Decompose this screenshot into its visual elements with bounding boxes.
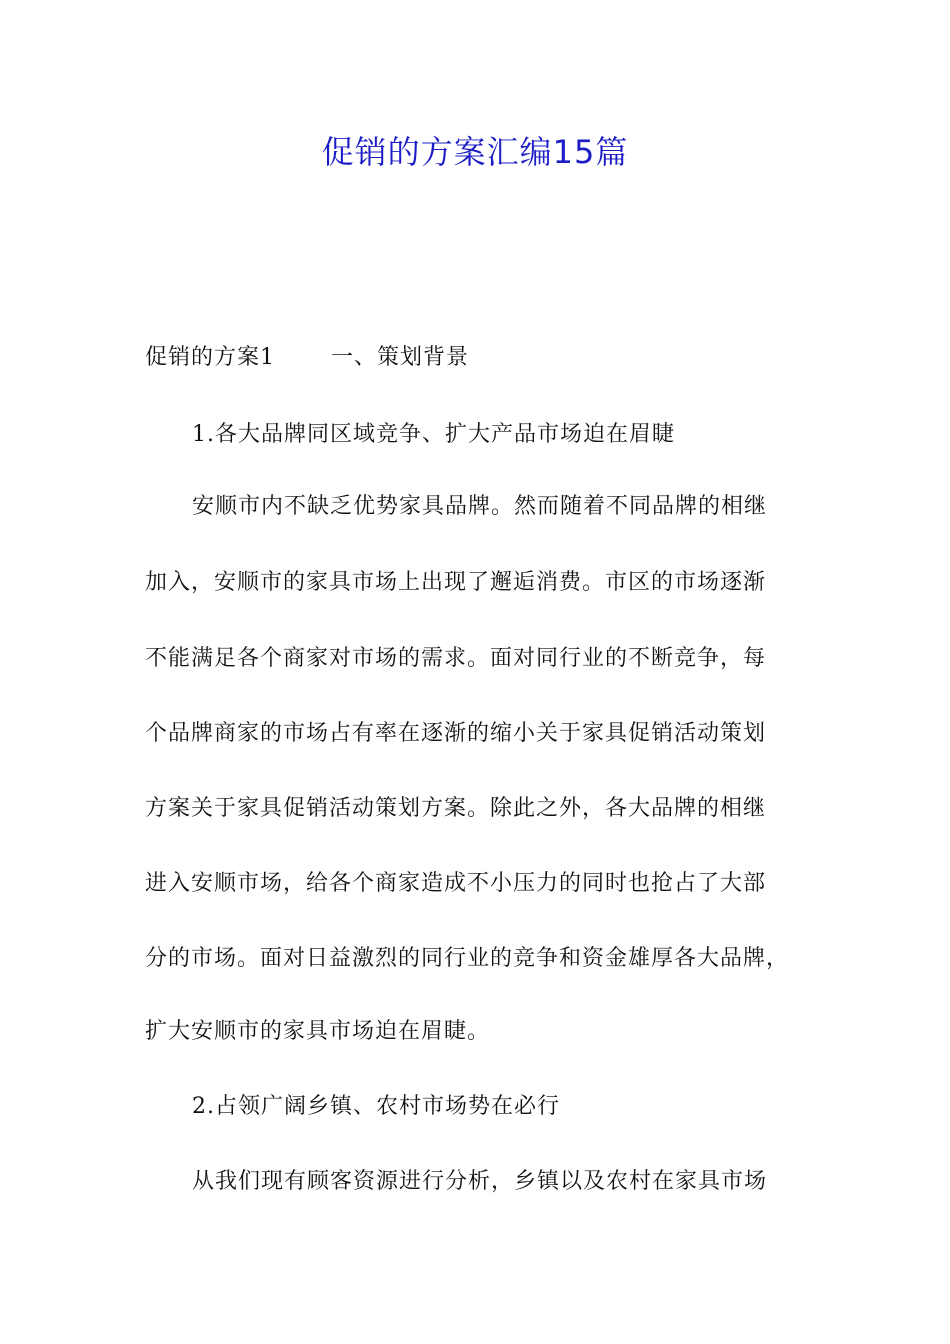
paragraph-line: 个品牌商家的市场占有率在逐渐的缩小关于家具促销活动策划 (145, 721, 767, 746)
paragraph-line: 进入安顺市场，给各个商家造成不小压力的同时也抢占了大部 (145, 871, 767, 896)
paragraph-line: 方案关于家具促销活动策划方案。除此之外，各大品牌的相继 (145, 796, 767, 821)
subheading-2: 2.占领广阔乡镇、农村市场势在必行 (192, 1094, 560, 1119)
paragraph-line: 加入，安顺市的家具市场上出现了邂逅消费。市区的市场逐渐 (145, 570, 767, 595)
section-heading: 一、策划背景 (331, 345, 470, 370)
paragraph-line: 不能满足各个商家对市场的需求。面对同行业的不断竞争，每 (145, 646, 767, 671)
paragraph-line: 从我们现有顾客资源进行分析，乡镇以及农村在家具市场 (192, 1169, 768, 1194)
section-label: 促销的方案1 (145, 345, 275, 370)
paragraph-line: 安顺市内不缺乏优势家具品牌。然而随着不同品牌的相继 (192, 494, 768, 519)
document-title: 促销的方案汇编15篇 (321, 133, 629, 171)
paragraph-line: 分的市场。面对日益激烈的同行业的竞争和资金雄厚各大品牌， (145, 946, 790, 971)
paragraph-line: 扩大安顺市的家具市场迫在眉睫。 (145, 1019, 491, 1044)
section-heading-line (145, 343, 845, 373)
subheading-1: 1.各大品牌同区域竞争、扩大产品市场迫在眉睫 (192, 422, 675, 447)
